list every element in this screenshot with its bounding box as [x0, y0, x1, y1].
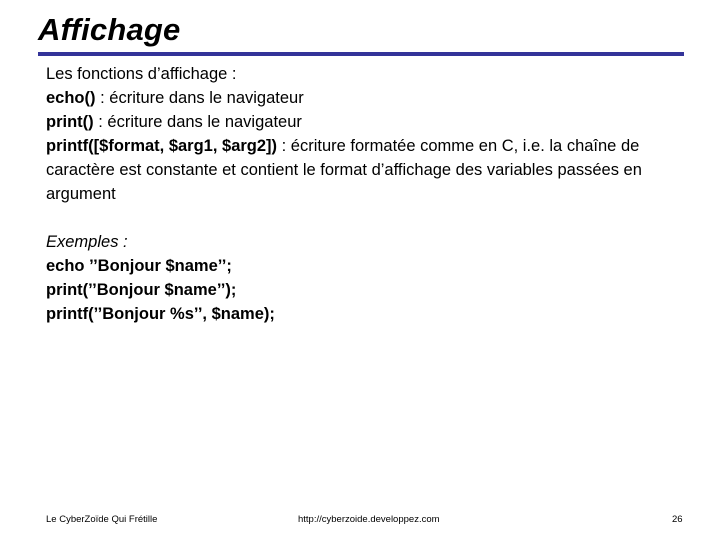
slide-title: Affichage	[38, 12, 181, 47]
example-echo	[46, 254, 686, 278]
example-arguments: ’’Bonjour $name’’;	[84, 257, 232, 275]
footer-url: http://cyberzoide.developpez.com	[298, 514, 440, 525]
function-signature: ([$format, $arg1, $arg2])	[88, 137, 278, 155]
function-line-print	[46, 110, 686, 134]
example-function: print	[46, 281, 83, 299]
example-function: printf	[46, 305, 89, 323]
slide-body	[46, 62, 686, 326]
examples-label: Exemples :	[46, 233, 128, 251]
intro-line: Les fonctions d’affichage :	[46, 65, 237, 83]
footer-author: Le CyberZoïde Qui Frétille	[46, 514, 158, 525]
function-name: printf	[46, 137, 89, 155]
footer-page-number: 26	[672, 514, 683, 525]
function-name: echo	[46, 89, 85, 107]
function-description: : écriture formatée comme en C, i.e. la chaîne de caractère est constante et contient le format d’affichage des variables passées en argument	[46, 137, 642, 203]
spacer	[46, 206, 686, 230]
example-arguments: (’’Bonjour $name’’);	[82, 281, 237, 299]
example-print	[46, 278, 686, 302]
example-printf	[46, 302, 686, 326]
function-description: : écriture dans le navigateur	[95, 89, 304, 107]
function-signature: ()	[82, 113, 94, 131]
example-arguments: (’’Bonjour %s’’, $name);	[88, 305, 275, 323]
function-line-printf	[46, 134, 686, 206]
title-underline	[38, 52, 684, 56]
function-description: : écriture dans le navigateur	[93, 113, 302, 131]
function-line-echo	[46, 86, 686, 110]
example-function: echo	[46, 257, 85, 275]
function-name: print	[46, 113, 83, 131]
function-signature: ()	[84, 89, 96, 107]
